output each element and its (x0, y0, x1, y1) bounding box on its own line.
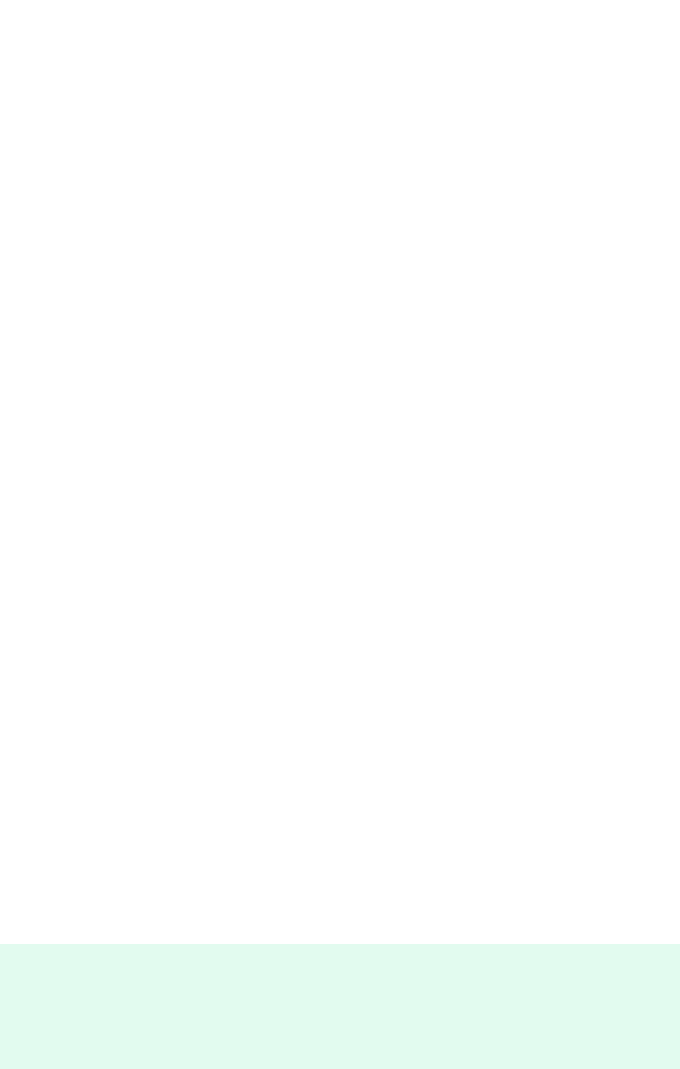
answer-box (0, 944, 680, 1069)
